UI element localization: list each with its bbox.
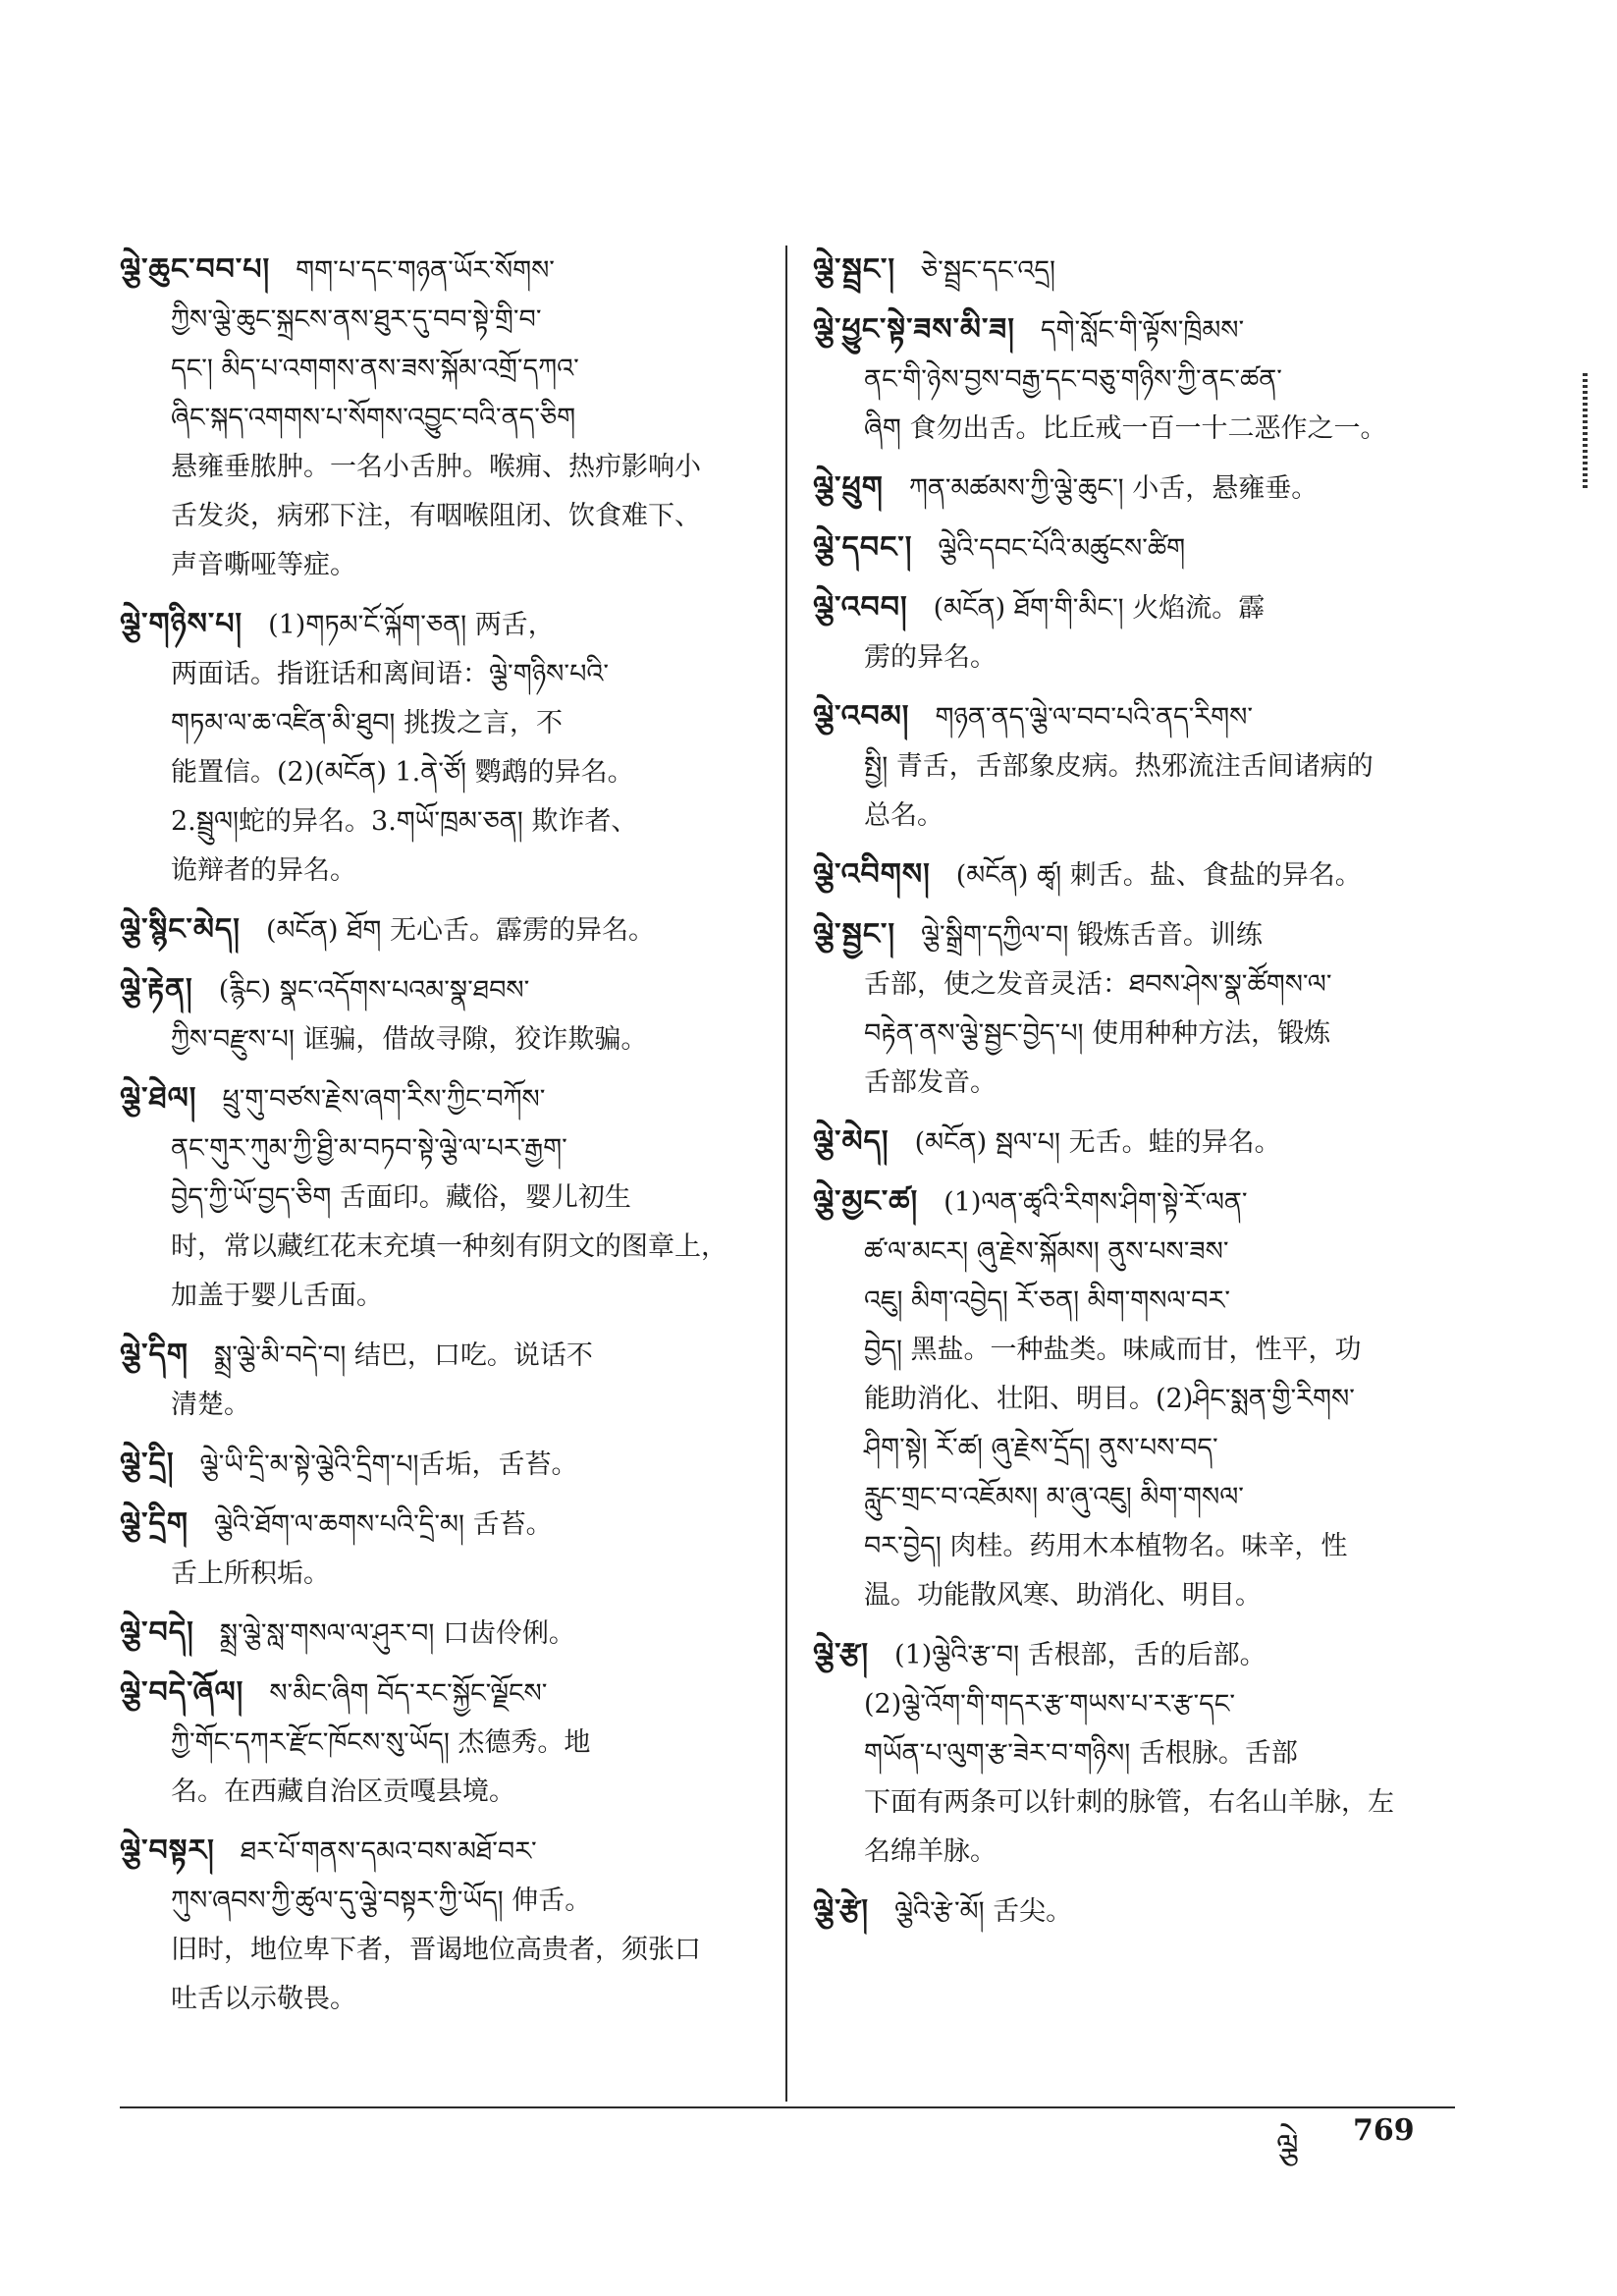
left-column	[120, 246, 768, 2034]
footer-section-letter: ལྕེ	[1276, 2127, 1299, 2164]
entry-line	[813, 692, 1456, 742]
entry-headword: ལྕེ་བདེ།	[120, 1615, 194, 1650]
entry-text: ལྕེའི་དབང་པོའི་མཚུངས་ཚིག	[938, 533, 1186, 564]
entry-headword: ལྕེ་བསྟར།	[120, 1833, 215, 1868]
entry-text: ཞིང་སྐད་འགགས་པ་སོགས་འབྱུང་བའི་ནད་ཅིག	[171, 403, 576, 433]
entry-line	[120, 1015, 768, 1065]
entry-line	[813, 583, 1456, 633]
entry-headword: ལྕེ་ཆུང་བབ་པ།	[120, 252, 271, 287]
entry-line	[120, 847, 768, 896]
entry-line	[813, 792, 1456, 841]
entry-text: ལྕེ་ཡི་དྲི་མ་སྟེ་ལྕེའི་དྲིག་པ།舌垢，舌苔。	[199, 1449, 578, 1480]
entry-headword: ལྕེ་དྲིག	[120, 1506, 189, 1541]
entry-text: སྨྲ་ལྕེ་མི་བདེ་བ། 结巴，口吃。说话不	[213, 1340, 593, 1371]
entry-line	[120, 1223, 768, 1272]
entry-headword: ལྕེ་འབབ།	[813, 590, 908, 625]
entry-line	[120, 965, 768, 1015]
dictionary-entry	[120, 1827, 768, 2024]
entry-text: 名绵羊脉。	[864, 1836, 997, 1867]
right-column	[813, 246, 1456, 1946]
entry-text: 加盖于婴儿舌面。	[171, 1281, 383, 1311]
entry-line	[120, 1768, 768, 1817]
entry-line	[813, 1729, 1456, 1778]
entry-text: གཡོན་པ་ལུག་རྩ་ཟེར་བ་གཉིས། 舌根脉。舌部	[864, 1738, 1298, 1769]
entry-headword: ལྕེ་ཕྱུང་སྟེ་ཟས་མི་ཟ།	[813, 312, 1015, 347]
entry-line	[813, 1277, 1456, 1326]
dictionary-entry	[813, 583, 1456, 683]
dictionary-entry	[813, 464, 1456, 514]
entry-headword: ལྕེ་མེད།	[813, 1124, 889, 1159]
entry-headword: ལྕེ་དྲི།	[120, 1447, 175, 1481]
entry-line	[813, 464, 1456, 514]
entry-text: ཚ་ལ་མངར། ཞུ་རྗེས་སྐོམས། ནུས་པས་ཟས་	[864, 1236, 1229, 1267]
entry-line	[813, 1571, 1456, 1620]
entry-line	[813, 1473, 1456, 1522]
entry-text: 诡辩者的异名。	[171, 855, 356, 886]
entry-line	[120, 1668, 768, 1719]
entry-line	[813, 1118, 1456, 1168]
dictionary-entry	[120, 1074, 768, 1321]
entry-text: (རྙིང) སྣང་འདོགས་པའམ་སྣ་ཐབས་	[218, 975, 530, 1006]
entry-text: 舌部发音。	[864, 1067, 997, 1098]
entry-text: གཏམ་ལ་ཆ་འཛིན་མི་ཐུབ། 挑拨之言，不	[171, 708, 563, 738]
entry-text: 时，常以藏红花末充填一种刻有阴文的图章上，	[171, 1231, 728, 1262]
entry-text: (1)ལྕེའི་རྩ་བ། 舌根部，舌的后部。	[894, 1640, 1267, 1670]
entry-text: ཀན་མཚམས་ཀྱི་ལྕེ་ཆུང་། 小舌，悬雍垂。	[908, 473, 1319, 504]
entry-line	[120, 905, 768, 956]
entry-text: རླུང་གྲང་བ་འཇོམས། མ་ཞུ་འཇུ། མིག་གསལ་	[864, 1482, 1244, 1512]
entry-line	[813, 1326, 1456, 1375]
entry-line	[813, 1680, 1456, 1729]
entry-text: (མངོན) ཐོག 无心舌。霹雳的异名。	[265, 915, 656, 946]
entry-line	[813, 305, 1456, 355]
dictionary-entry	[120, 905, 768, 956]
entry-text: ས་མིང་ཞིག བོད་རང་སྐྱོང་ལྗོངས་	[269, 1678, 548, 1709]
entry-text: 温。功能散风寒、助消化、明目。	[864, 1580, 1262, 1611]
entry-headword: ལྕེ་རྟེན།	[120, 972, 193, 1007]
entry-text: ལྕེའི་ཐོག་ལ་ཆགས་པའི་དྲི་མ། 舌苔。	[213, 1509, 553, 1540]
dictionary-entry	[813, 1886, 1456, 1937]
entry-text: ལྕེའི་རྩེ་མོ། 舌尖。	[894, 1896, 1073, 1927]
dictionary-entry	[120, 1668, 768, 1817]
entry-line	[120, 1926, 768, 1975]
entry-headword: ལྕེ་ཕྲུག	[813, 470, 884, 505]
entry-text: (1)ལན་ཚྭའི་རིགས་ཤིག་སྟེ་རོ་ལན་	[943, 1187, 1248, 1218]
entry-headword: ལྕེ་སྦྲང་།	[813, 252, 895, 287]
scan-edge-mark	[1583, 373, 1588, 491]
entry-line	[120, 296, 768, 345]
entry-line	[813, 960, 1456, 1010]
dictionary-entry	[120, 1331, 768, 1430]
entry-headword: ལྕེ་གཉིས་པ།	[120, 607, 243, 641]
entry-line	[813, 1778, 1456, 1828]
entry-text: ཀྱི་གོང་དཀར་རྫོང་ཁོངས་སུ་ཡོད། 杰德秀。地	[171, 1727, 591, 1758]
entry-text: ཀྱིས་ལྕེ་ཆུང་སྐྲངས་ནས་ཐུར་དུ་བབ་སྟེ་གྲི་བ་	[171, 304, 542, 335]
entry-line	[120, 345, 768, 394]
entry-line	[813, 1630, 1456, 1680]
entry-line	[120, 443, 768, 492]
entry-line	[120, 1381, 768, 1430]
entry-text: འཇུ། མིག་འབྱེད། རོ་ཅན། མིག་གསལ་བར་	[864, 1285, 1231, 1316]
dictionary-entry	[120, 1440, 768, 1490]
entry-line	[120, 1331, 768, 1381]
entry-text: ཕྲུ་གུ་བཙས་རྗེས་ཞག་རིས་ཀྱིང་བཀོས་	[222, 1084, 546, 1115]
entry-text: 总名。	[864, 800, 943, 831]
entry-text: (1)གཏམ་ངོ་ལྐོག་ཅན། 两舌，	[268, 610, 555, 640]
entry-text: དགེ་སློང་གི་ལྟོས་ཁྲིམས་	[1040, 315, 1245, 346]
entry-line	[120, 492, 768, 541]
entry-line	[120, 1500, 768, 1550]
dictionary-entry	[120, 1609, 768, 1659]
dictionary-entry	[120, 600, 768, 896]
entry-text: (མངོན) སྦལ་པ། 无舌。蛙的异名。	[914, 1127, 1281, 1158]
dictionary-entry	[813, 692, 1456, 841]
entry-line	[813, 910, 1456, 960]
entry-line	[813, 1010, 1456, 1059]
entry-line	[120, 1550, 768, 1599]
entry-text: (མངོན) ཚྭ། 刺舌。盐、食盐的异名。	[955, 860, 1362, 891]
entry-text: གག་པ་དང་གཉན་ཡོར་སོགས་	[296, 255, 555, 286]
entry-text: ནང་གུར་ཀུམ་ཀྱི་ཐྱི་མ་བཏབ་སྟེ་ལྕེ་ལ་པར་རྒྱག་	[171, 1133, 567, 1164]
entry-line	[120, 797, 768, 847]
dictionary-entry	[813, 305, 1456, 454]
entry-line	[120, 246, 768, 296]
entry-text: ཅེ་སྦྲང་དང་འདྲ།	[921, 255, 1056, 286]
entry-line	[120, 1827, 768, 1877]
dictionary-entry	[813, 1630, 1456, 1877]
entry-text: ཐར་པོ་གནས་དམའ་བས་མཐོ་བར་	[240, 1836, 537, 1867]
column-divider	[785, 246, 787, 2102]
dictionary-entry	[813, 1118, 1456, 1168]
entry-line	[813, 633, 1456, 683]
entry-line	[120, 600, 768, 650]
entry-line	[120, 1124, 768, 1174]
entry-text: 旧时，地位卑下者，晋谒地位高贵者，须张口	[171, 1935, 701, 1965]
entry-text: བྱེད་ཀྱི་ཡོ་བྱད་ཅིག 舌面印。藏俗，婴儿初生	[171, 1182, 631, 1213]
entry-text: སྨྲ་ལྕེ་སླ་གསལ་ལ་ཤུར་བ། 口齿伶俐。	[219, 1618, 575, 1649]
entry-headword: ལྕེ་རྩ།	[813, 1637, 870, 1671]
entry-text: 能助消化、壮阳、明目。(2)ཤིང་སྨན་གྱི་རིགས་	[864, 1384, 1355, 1414]
entry-text: 名。在西藏自治区贡嘎县境。	[171, 1777, 515, 1807]
entry-line	[813, 1886, 1456, 1937]
entry-headword: ལྕེ་སྙིང་མེད།	[120, 912, 241, 947]
entry-text: (མངོན) ཐོག་གི་མིང་། 火焰流。霹	[933, 593, 1266, 624]
entry-text: བྱེད། 黑盐。一种盐类。味咸而甘，性平，功	[864, 1335, 1362, 1365]
dictionary-entry	[120, 246, 768, 590]
entry-text: 能置信。(2)(མངོན) 1.ནེ་ཙོ། 鹦鹉的异名。	[171, 757, 634, 788]
entry-text: དང་། མིད་པ་འགགས་ནས་ཟས་སྐོམ་འགྲོ་དཀའ་	[171, 354, 579, 384]
dictionary-entry	[120, 965, 768, 1065]
entry-headword: ལྕེ་དབང་།	[813, 530, 913, 565]
entry-line	[813, 742, 1456, 792]
bottom-rule	[120, 2106, 1455, 2108]
entry-text: (2)ལྕེ་འོག་གི་གདར་རྩ་གཡས་པ་ར་རྩ་དང་	[864, 1689, 1236, 1720]
entry-line	[813, 246, 1456, 296]
entry-line	[120, 748, 768, 797]
entry-line	[813, 1375, 1456, 1424]
entry-headword: ལྕེ་སྦྱང་།	[813, 917, 895, 952]
entry-text: 雳的异名。	[864, 642, 997, 673]
entry-line	[120, 650, 768, 699]
entry-text: ཀྱིས་བརྫུས་པ། 诓骗，借故寻隙，狡诈欺骗。	[171, 1024, 648, 1055]
entry-line	[813, 1424, 1456, 1473]
entry-text: 下面有两条可以针刺的脉管，右名山羊脉，左	[864, 1787, 1394, 1818]
entry-text: གཉན་ནད་ལྕེ་ལ་བབ་པའི་ནད་རིགས་	[935, 702, 1254, 733]
page-number: 769	[1353, 2113, 1415, 2148]
entry-line	[120, 699, 768, 748]
entry-line	[120, 1975, 768, 2024]
entry-line	[120, 541, 768, 590]
entry-text: བར་བྱེད། 肉桂。药用木本植物名。味辛，性	[864, 1531, 1348, 1561]
entry-line	[813, 355, 1456, 405]
entry-text: 吐舌以示敬畏。	[171, 1984, 356, 2014]
entry-headword: ལྕེ་འབམ།	[813, 699, 910, 734]
entry-line	[120, 1719, 768, 1768]
entry-headword: ལྕེ་རྩེ།	[813, 1893, 870, 1928]
entry-line	[120, 1440, 768, 1490]
dictionary-entry	[813, 910, 1456, 1108]
entry-text: སྤྱི། 青舌，舌部象皮病。热邪流注舌间诸病的	[864, 751, 1374, 782]
entry-line	[813, 1059, 1456, 1108]
entry-text: 清楚。	[171, 1390, 250, 1420]
entry-line	[120, 1609, 768, 1659]
entry-line	[813, 1522, 1456, 1571]
dictionary-entry	[120, 1500, 768, 1599]
entry-text: 两面话。指诳话和离间语：ལྕེ་གཉིས་པའི་	[171, 659, 610, 689]
entry-text: ལྕེ་སྒྲིག་དཀྱིལ་བ། 锻炼舌音。训练	[921, 920, 1263, 951]
entry-line	[813, 523, 1456, 574]
entry-line	[813, 1177, 1456, 1228]
entry-line	[813, 1828, 1456, 1877]
entry-text: ཞིག 食勿出舌。比丘戒一百一十二恶作之一。	[864, 413, 1387, 444]
entry-line	[120, 1877, 768, 1926]
entry-line	[813, 405, 1456, 454]
entry-text: 2.སྦྲུལ།蛇的异名。3.གཡོ་ཁྲམ་ཅན། 欺诈者、	[171, 806, 638, 837]
entry-text: ནང་གི་ཉེས་བྱས་བརྒྱ་དང་བཅུ་གཉིས་ཀྱི་ནང་ཚན་	[864, 364, 1282, 395]
dictionary-entry	[813, 1177, 1456, 1620]
entry-headword: ལྕེ་འབིགས།	[813, 857, 931, 892]
entry-headword: ལྕེ་བདེ་ཞོལ།	[120, 1675, 244, 1710]
entry-text: ཀུས་ཞབས་ཀྱི་ཚུལ་དུ་ལྕེ་བསྟར་ཀྱི་ཡོད། 伸舌。	[171, 1886, 592, 1916]
entry-headword: ལྕེ་ཐེལ།	[120, 1081, 197, 1116]
entry-line	[120, 1074, 768, 1124]
entry-line	[813, 850, 1456, 901]
entry-text: 舌部，使之发音灵活：ཐབས་ཤེས་སྣ་ཚོགས་ལ་	[864, 969, 1332, 1000]
entry-text: བརྟེན་ནས་ལྕེ་སྦྱང་བྱེད་པ། 使用种种方法，锻炼	[864, 1018, 1331, 1049]
entry-text: 舌上所积垢。	[171, 1558, 330, 1589]
dictionary-entry	[813, 850, 1456, 901]
entry-line	[120, 1174, 768, 1223]
entry-headword: ལྕེ་དིག	[120, 1338, 189, 1372]
entry-text: ཤིག་སྟེ། རོ་ཚ། ཞུ་རྗེས་དྲོད། ནུས་པས་བད་	[864, 1433, 1218, 1463]
dictionary-entry	[813, 246, 1456, 296]
entry-line	[813, 1228, 1456, 1277]
entry-headword: ལྕེ་མྱང་ཚ།	[813, 1184, 919, 1219]
entry-text: 悬雍垂脓肿。一名小舌肿。喉痈、热疖影响小	[171, 452, 701, 482]
entry-text: 舌发炎，病邪下注，有咽喉阻闭、饮食难下、	[171, 501, 701, 531]
entry-text: 声音嘶哑等症。	[171, 550, 356, 580]
dictionary-entry	[813, 523, 1456, 574]
entry-line	[120, 394, 768, 443]
entry-line	[120, 1272, 768, 1321]
